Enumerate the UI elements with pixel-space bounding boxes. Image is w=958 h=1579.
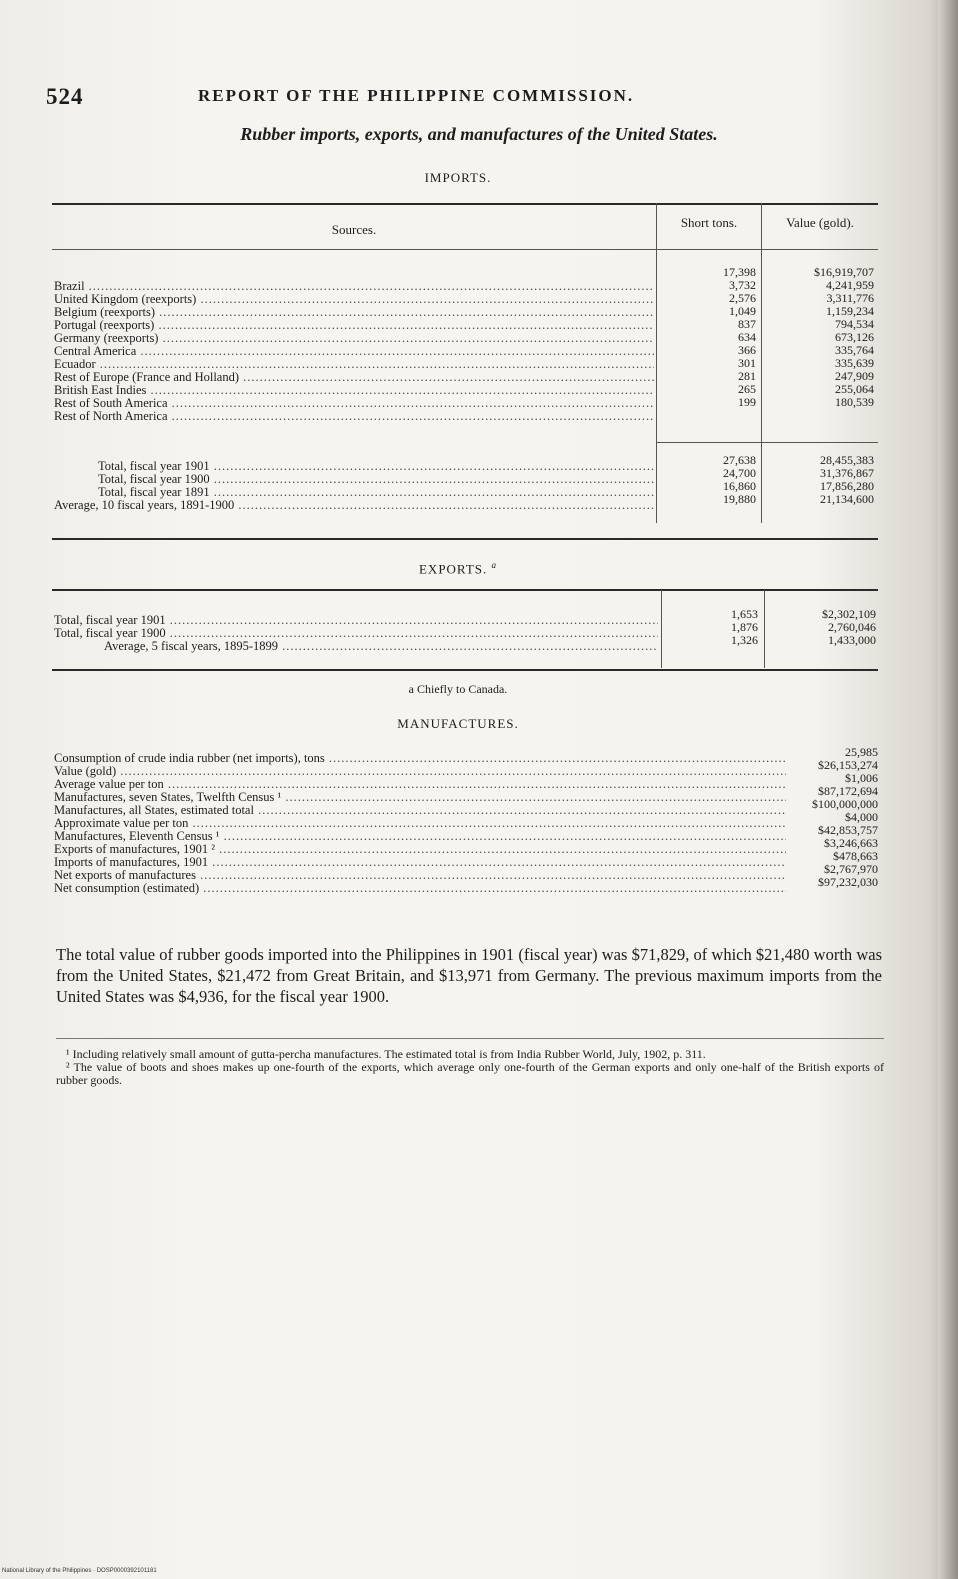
table-cell-value: 3,311,776 [826,291,874,305]
table-cell-value: 31,376,867 [820,466,874,480]
table-cell-tons: 199 [738,395,756,409]
exports-heading-wrap [0,560,916,577]
table-row-label: British East Indies ..... [54,384,654,397]
document-title: Rubber imports, exports, and manufactures of the United States. [240,124,718,144]
table-cell-tons: 366 [738,343,756,357]
list-item: Approximate value per ton ..... [54,817,786,830]
table-cell-value: 2,760,046 [828,620,876,634]
table-cell-value: 255,064 [835,382,874,396]
footnote-rule [56,1038,884,1039]
table-cell-value: 4,241,959 [826,278,874,292]
table-row-label: Portugal (reexports) ..... [54,319,654,332]
table-cell-tons: 16,860 [723,479,756,493]
table-cell-tons: 24,700 [723,466,756,480]
table-cell-tons: 634 [738,330,756,344]
table-cell-tons: 19,880 [723,492,756,506]
table-cell-value: 673,126 [835,330,874,344]
page-number: 524 [46,84,84,109]
list-item: Net consumption (estimated) ..... [54,882,786,895]
list-item-value: $87,172,694 [818,784,878,798]
imports-value-column [768,266,874,409]
list-item-value: $478,663 [833,849,878,863]
footnote-2: ² The value of boots and shoes makes up one-fourth of the exports, which average only one-fourth of the German exports and only one-half of the British exports of rubber goods. [56,1060,884,1087]
list-item: Consumption of crude india rubber (net imports), tons ..... [54,752,786,765]
table-cell-tons: 1,049 [729,304,756,318]
table-cell-tons: 17,398 [723,265,756,279]
table-cell-tons: 27,638 [723,453,756,467]
imports-bottom-rule [52,538,878,540]
table-cell-value: 180,539 [835,395,874,409]
imports-totals-tons-column [662,454,756,506]
column-header-sources: Sources. [331,222,377,237]
imports-column-divider-2 [761,203,762,523]
table-row-label: Ecuador ..... [54,358,654,371]
list-item-value: $42,853,757 [818,823,878,837]
table-cell-value: 28,455,383 [820,453,874,467]
table-row-label: Belgium (reexports) ..... [54,306,654,319]
list-item: Exports of manufactures, 1901 ² ..... [54,843,786,856]
table-cell-value: 1,433,000 [828,633,876,647]
table-row-label: Rest of Europe (France and Holland) ..... [54,371,654,384]
column-header-short-tons: Short tons. [680,215,738,230]
table-row-label: Brazil ..... [54,280,654,293]
list-item-value: $100,000,000 [812,797,878,811]
page-edge-shadow [938,0,958,1579]
list-item: Net exports of manufactures ..... [54,869,786,882]
imports-totals-rule [657,442,878,443]
list-item: Manufactures, seven States, Twelfth Census ¹ ..... [54,791,786,804]
manufactures-heading: MANUFACTURES. [397,716,519,731]
table-cell-tons: 1,876 [731,620,758,634]
manufactures-value-column [776,746,878,889]
table-cell-tons: 837 [738,317,756,331]
exports-heading: EXPORTS. [418,561,488,577]
table-row-label: Central America ..... [54,345,654,358]
table-cell-value: 335,764 [835,343,874,357]
list-item-value: $2,767,970 [824,862,878,876]
table-cell-value: 247,909 [835,369,874,383]
table-cell-tons: 1,653 [731,607,758,621]
table-cell-value: 17,856,280 [820,479,874,493]
exports-value-column [770,608,876,647]
list-item: Value (gold) ..... [54,765,786,778]
table-row-label: Germany (reexports) ..... [54,332,654,345]
list-item: Average value per ton ..... [54,778,786,791]
list-item-value: $1,006 [845,771,878,785]
column-header-value: Value (gold). [786,215,854,230]
table-cell-tons: 2,576 [729,291,756,305]
body-paragraph: The total value of rubber goods imported into the Philippines in 1901 (fiscal year) was $71,829, of which $21,480 worth was from the United States, $21,472 from Great Britain, and $13,971 from Germany. The previous maximum imports from the United States was $4,936, for the fiscal year 1900. [56,945,882,1006]
exports-list [54,614,658,653]
imports-heading: IMPORTS. [424,170,492,185]
table-row-label: Total, fiscal year 1901 ..... [54,614,658,627]
table-cell-value: 794,534 [835,317,874,331]
table-cell-value: 1,159,234 [826,304,874,318]
exports-footnote: a Chiefly to Canada. [408,682,508,696]
table-cell-tons: 265 [738,382,756,396]
imports-tons-column [662,266,756,409]
table-cell-tons: 3,732 [729,278,756,292]
table-cell-value: $16,919,707 [814,265,874,279]
imports-header-rule [52,249,878,250]
imports-top-rule [52,203,878,205]
imports-sources-list [54,280,654,423]
running-head: REPORT OF THE PHILIPPINE COMMISSION. [198,86,635,105]
table-row-label: Average, 10 fiscal years, 1891-1900 ..... [54,499,654,512]
list-item-value: $4,000 [845,810,878,824]
table-row-label: United Kingdom (reexports) ..... [54,293,654,306]
page-header [46,84,896,118]
exports-note-mark: a [491,560,497,570]
table-cell-value: 335,639 [835,356,874,370]
exports-bottom-rule [52,669,878,671]
list-item-value: 25,985 [845,745,878,759]
table-cell-value: 21,134,600 [820,492,874,506]
table-row-label: Rest of South America ..... [54,397,654,410]
scan-imprint: National Library of the Philippines · DOSP0000392101181 [2,1568,157,1574]
list-item: Imports of manufactures, 1901 ..... [54,856,786,869]
table-cell-tons: 301 [738,356,756,370]
exports-column-divider-2 [764,590,765,668]
imports-totals-list [54,460,654,512]
list-item: Manufactures, all States, estimated total ..... [54,804,786,817]
imports-totals-value-column [768,454,874,506]
imports-column-divider-1 [656,203,657,523]
table-cell-value: $2,302,109 [822,607,876,621]
table-row-label: Total, fiscal year 1900 ..... [54,627,658,640]
list-item-value: $3,246,663 [824,836,878,850]
table-row-label: Total, fiscal year 1901 ..... [54,460,654,473]
footnotes [56,1048,884,1087]
exports-column-divider-1 [661,590,662,668]
exports-top-rule [52,589,878,591]
manufactures-list [54,752,786,895]
table-cell-tons: 281 [738,369,756,383]
list-item: Manufactures, Eleventh Census ¹ ..... [54,830,786,843]
table-cell-tons: 1,326 [731,633,758,647]
list-item-value: $26,153,274 [818,758,878,772]
table-row-label: Rest of North America ..... [54,410,654,423]
exports-tons-column [668,608,758,647]
footnote-1: ¹ Including relatively small amount of gutta-percha manufactures. The estimated total is from India Rubber World, July, 1902, p. 311. [66,1047,706,1061]
table-row-label: Total, fiscal year 1891 ..... [54,486,654,499]
list-item-value: $97,232,030 [818,875,878,889]
table-row-label: Total, fiscal year 1900 ..... [54,473,654,486]
table-row-label: Average, 5 fiscal years, 1895-1899 ..... [54,640,658,653]
